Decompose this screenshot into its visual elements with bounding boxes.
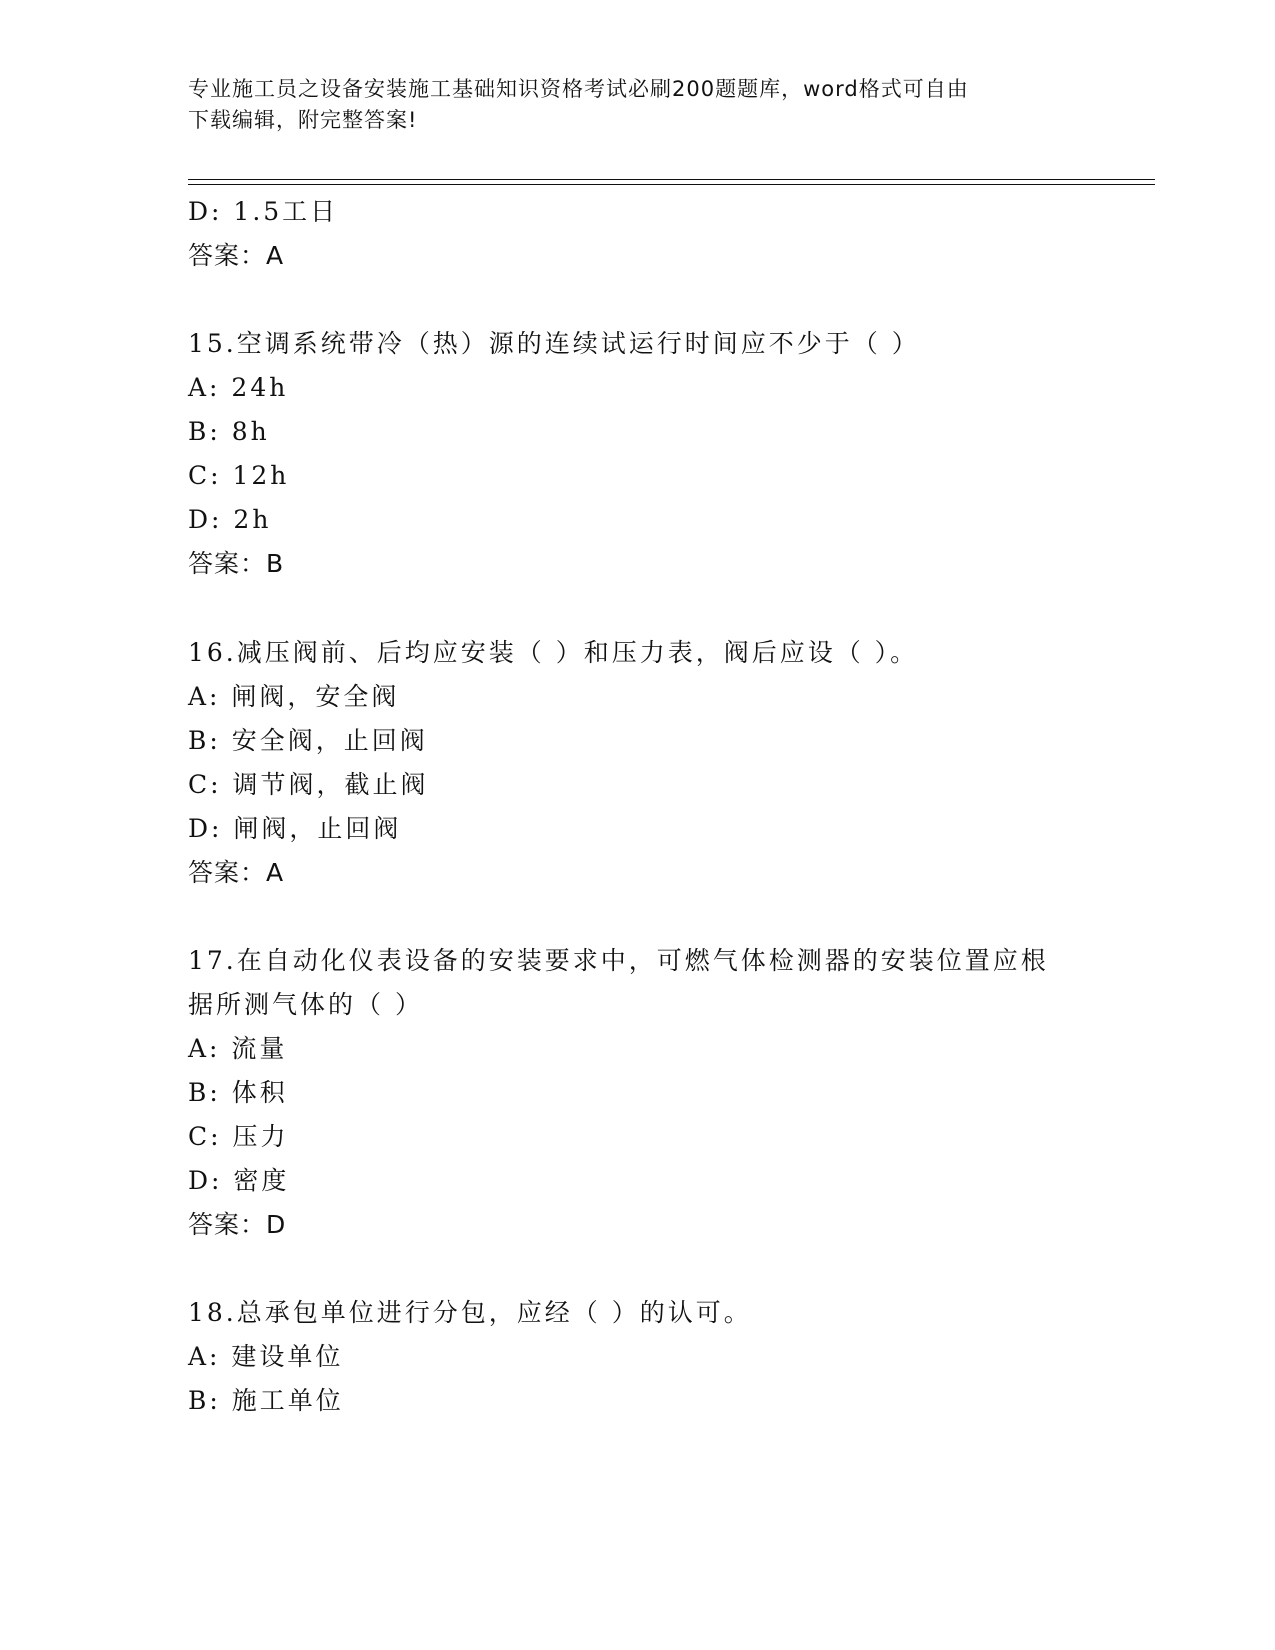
answer-line: 答案：A — [188, 241, 285, 270]
header-divider-bottom — [188, 184, 1155, 185]
question-15-option-c: C: 12h — [188, 461, 290, 490]
question-16-option-b: B: 安全阀，止回阀 — [188, 726, 428, 755]
question-17-option-d: D: 密度 — [188, 1166, 290, 1195]
header-line-2: 下载编辑，附完整答案! — [188, 108, 418, 132]
question-16-option-d: D: 闸阀，止回阀 — [188, 814, 402, 843]
question-15-option-b: B: 8h — [188, 417, 270, 446]
question-15-answer: 答案：B — [188, 549, 285, 578]
question-17-option-a: A: 流量 — [188, 1034, 288, 1063]
header-divider-top — [188, 179, 1155, 180]
document-header — [188, 74, 1088, 136]
question-18-option-b: B: 施工单位 — [188, 1386, 344, 1415]
question-16-answer: 答案：A — [188, 858, 285, 887]
question-17-option-c: C: 压力 — [188, 1122, 289, 1151]
question-15-stem: 15.空调系统带冷（热）源的连续试运行时间应不少于（ ） — [188, 329, 920, 358]
question-15-option-d: D: 2h — [188, 505, 272, 534]
question-17-stem-line-2: 据所测气体的（ ） — [188, 990, 423, 1019]
option-d: D: 1.5工日 — [188, 197, 339, 226]
question-16-option-c: C: 调节阀，截止阀 — [188, 770, 429, 799]
question-17-stem-line-1: 17.在自动化仪表设备的安装要求中，可燃气体检测器的安装位置应根 — [188, 946, 1049, 975]
question-17-answer: 答案：D — [188, 1210, 287, 1239]
question-16-option-a: A: 闸阀，安全阀 — [188, 682, 400, 711]
question-17-option-b: B: 体积 — [188, 1078, 288, 1107]
question-16-stem: 16.减压阀前、后均应安装（ ）和压力表，阀后应设（ ）。 — [188, 638, 919, 667]
question-18-stem: 18.总承包单位进行分包，应经（ ）的认可。 — [188, 1298, 752, 1327]
header-line-1: 专业施工员之设备安装施工基础知识资格考试必刷200题题库，word格式可自由 — [188, 77, 969, 101]
question-18-option-a: A: 建设单位 — [188, 1342, 344, 1371]
question-15-option-a: A: 24h — [188, 373, 289, 402]
